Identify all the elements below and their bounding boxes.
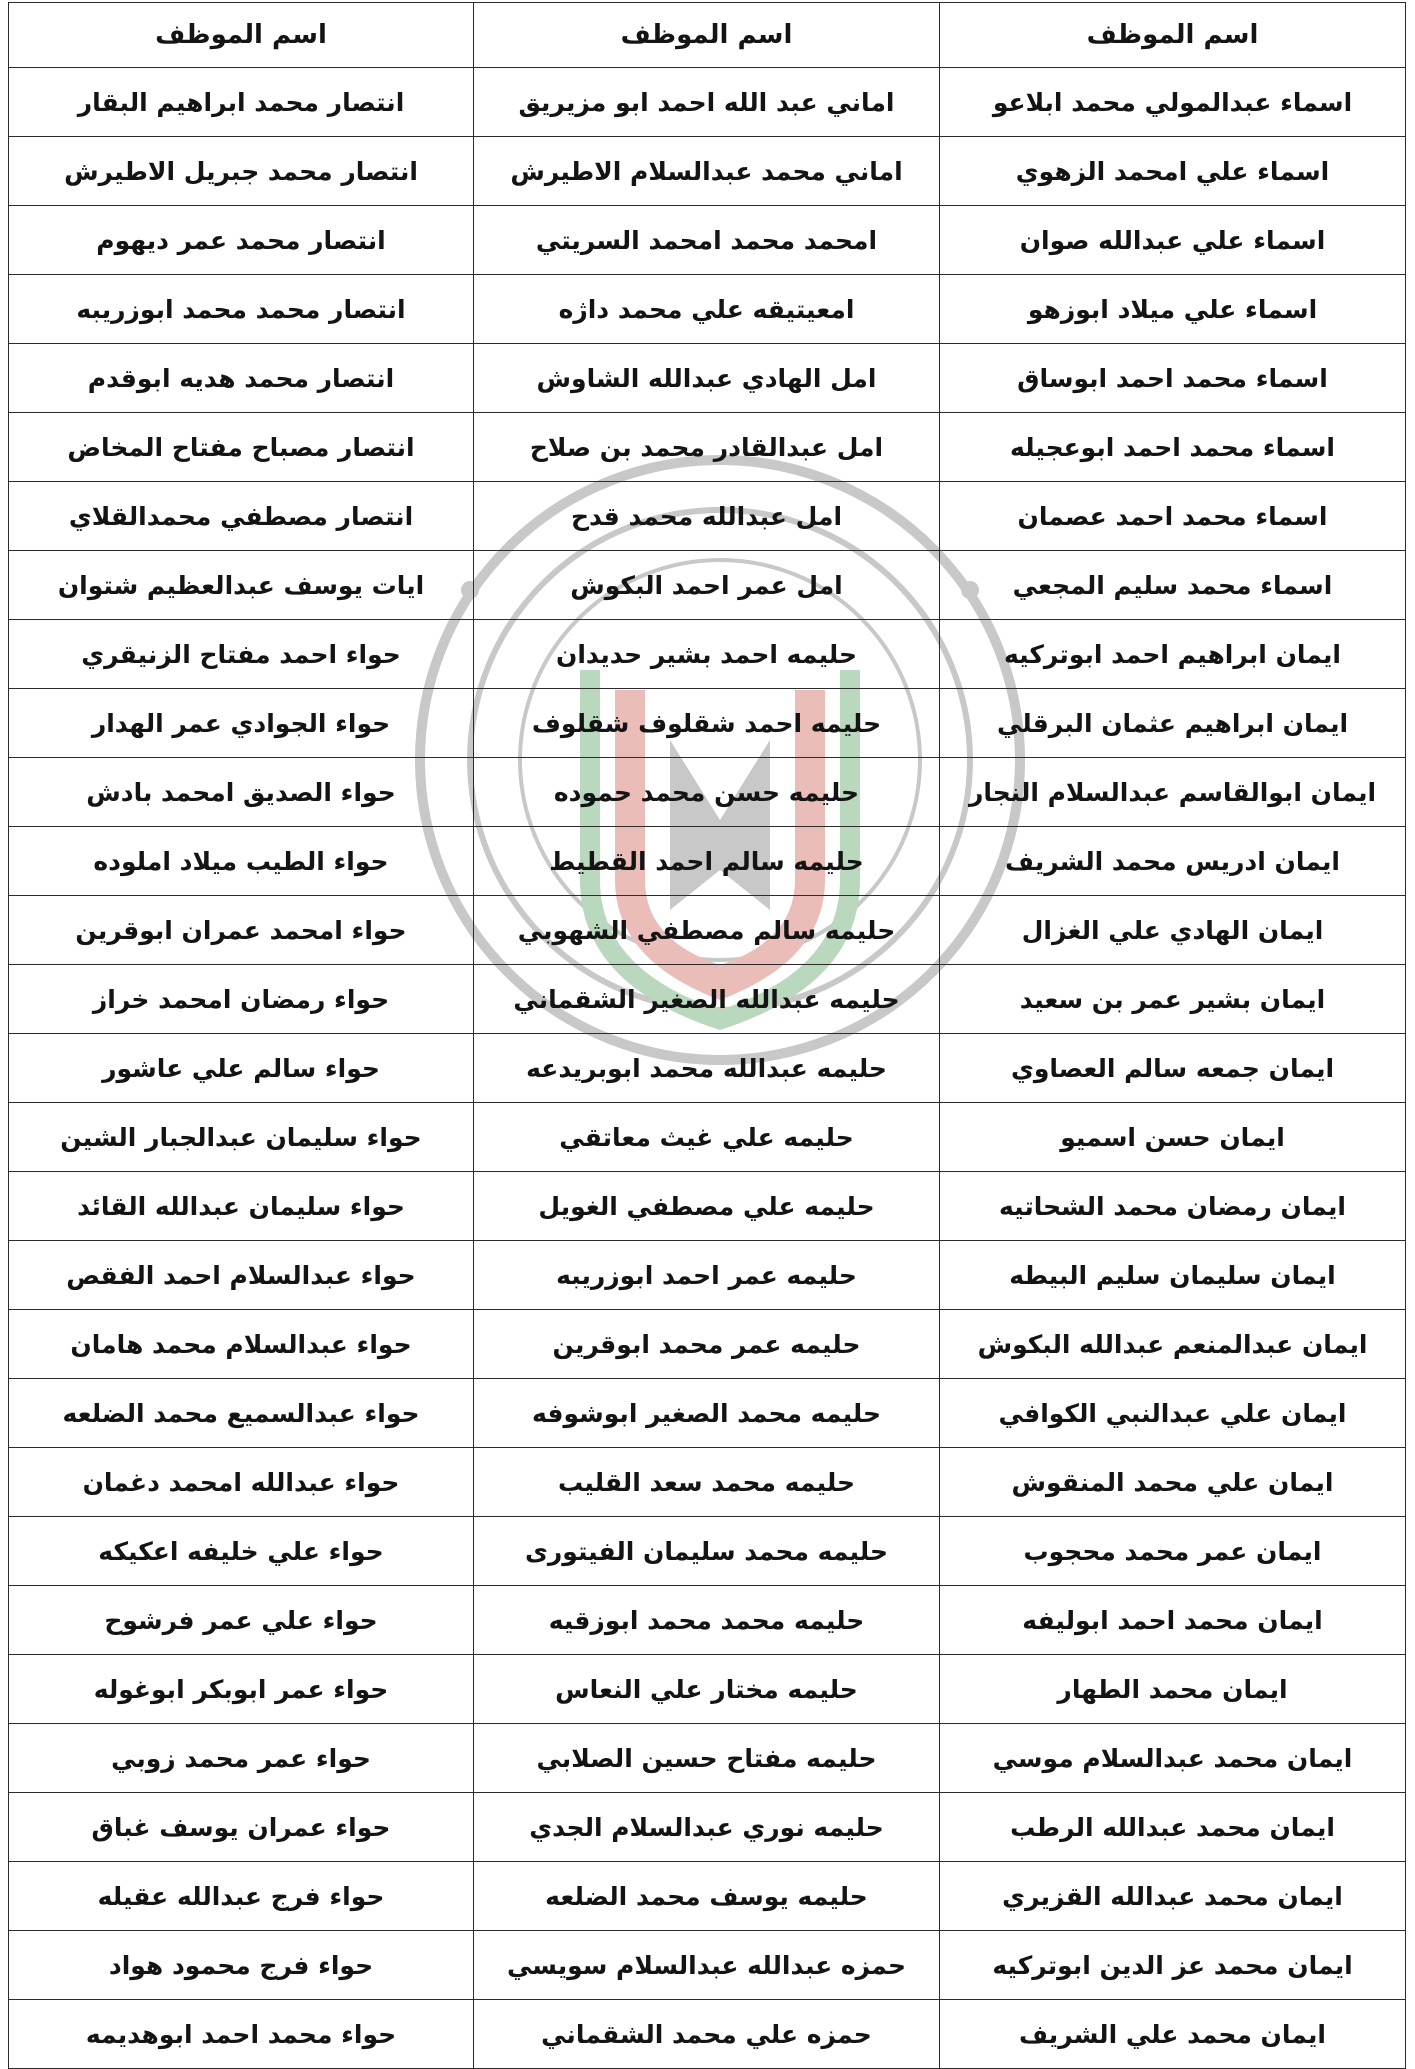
employee-names-table [8,2,1406,2069]
table-row [9,2000,1406,2069]
name-cell: حليمه يوسف محمد الضلعه [474,1862,940,1931]
name-cell: اسماء محمد احمد ابوساق [940,344,1406,413]
name-cell: ايمان محمد عبدالله الرطب [940,1793,1406,1862]
name-cell: انتصار مصطفي محمدالقلاي [9,482,474,551]
table-row [9,1517,1406,1586]
name-cell: ايمان ادريس محمد الشريف [940,827,1406,896]
name-cell: حليمه علي غيث معاتقي [474,1103,940,1172]
name-cell: حليمه مفتاح حسين الصلابي [474,1724,940,1793]
name-cell: امل عبدالله محمد قدح [474,482,940,551]
name-cell: اسماء علي امحمد الزهوي [940,137,1406,206]
table-row [9,1034,1406,1103]
name-cell: انتصار محمد جبريل الاطيرش [9,137,474,206]
table-row [9,896,1406,965]
table-row [9,1103,1406,1172]
name-cell: انتصار محمد عمر ديهوم [9,206,474,275]
name-cell: انتصار محمد هديه ابوقدم [9,344,474,413]
name-cell: انتصار محمد ابراهيم البقار [9,68,474,137]
table-row [9,1172,1406,1241]
table-row [9,1448,1406,1517]
table-row [9,1793,1406,1862]
name-cell: ايمان علي محمد المنقوش [940,1448,1406,1517]
name-cell: ايمان محمد عبدالسلام موسي [940,1724,1406,1793]
name-cell: امحمد محمد امحمد السريتي [474,206,940,275]
name-cell: اسماء محمد سليم المجعي [940,551,1406,620]
name-cell: حليمه نوري عبدالسلام الجدي [474,1793,940,1862]
name-cell: حليمه احمد شقلوف شقلوف [474,689,940,758]
name-cell: حليمه حسن محمد حموده [474,758,940,827]
name-cell: حواء احمد مفتاح الزنيقري [9,620,474,689]
name-cell: ايمان محمد احمد ابوليفه [940,1586,1406,1655]
name-cell: حليمه علي مصطفي الغويل [474,1172,940,1241]
name-cell: امل الهادي عبدالله الشاوش [474,344,940,413]
name-cell: حليمه مختار علي النعاس [474,1655,940,1724]
name-cell: حواء فرج عبدالله عقيله [9,1862,474,1931]
table-row [9,827,1406,896]
name-cell: حليمه عمر محمد ابوقرين [474,1310,940,1379]
table-row [9,965,1406,1034]
table-row [9,1931,1406,2000]
name-cell: ايمان محمد الطهار [940,1655,1406,1724]
name-cell: انتصار محمد محمد ابوزريبه [9,275,474,344]
name-cell: حليمه عبدالله محمد ابوبريدعه [474,1034,940,1103]
name-cell: ايمان عمر محمد محجوب [940,1517,1406,1586]
name-cell: امل عبدالقادر محمد بن صلاح [474,413,940,482]
name-cell: ايات يوسف عبدالعظيم شتوان [9,551,474,620]
name-cell: حليمه محمد محمد ابوزقيه [474,1586,940,1655]
name-cell: حليمه احمد بشير حديدان [474,620,940,689]
name-cell: ايمان عبدالمنعم عبدالله البكوش [940,1310,1406,1379]
name-cell: حواء الصديق امحمد بادش [9,758,474,827]
name-cell: ايمان محمد علي الشريف [940,2000,1406,2069]
name-cell: ايمان علي عبدالنبي الكوافي [940,1379,1406,1448]
name-cell: حواء عبدالسلام احمد الفقص [9,1241,474,1310]
name-cell: اسماء محمد احمد عصمان [940,482,1406,551]
table-row [9,137,1406,206]
header-cell-employee-name: اسم الموظف [940,3,1406,68]
name-cell: انتصار مصباح مفتاح المخاض [9,413,474,482]
name-cell: حليمه سالم مصطفي الشهوبي [474,896,940,965]
name-cell: حليمه عمر احمد ابوزريبه [474,1241,940,1310]
name-cell: اماني عبد الله احمد ابو مزيريق [474,68,940,137]
table-row [9,551,1406,620]
name-cell: حواء علي عمر فرشوح [9,1586,474,1655]
table-row [9,206,1406,275]
table-row [9,344,1406,413]
name-cell: اسماء محمد احمد ابوعجيله [940,413,1406,482]
name-cell: اسماء عبدالمولي محمد ابلاعو [940,68,1406,137]
name-cell: ايمان حسن اسميو [940,1103,1406,1172]
table-row [9,275,1406,344]
name-cell: حواء عبدالسلام محمد هامان [9,1310,474,1379]
table-row [9,1379,1406,1448]
name-cell: ايمان ابوالقاسم عبدالسلام النجار [940,758,1406,827]
name-cell: ايمان محمد عبدالله القزيري [940,1862,1406,1931]
table-row [9,1655,1406,1724]
name-cell: اسماء علي ميلاد ابوزهو [940,275,1406,344]
name-cell: حواء عمران يوسف غباق [9,1793,474,1862]
table-row [9,482,1406,551]
name-cell: حليمه محمد الصغير ابوشوفه [474,1379,940,1448]
table-row [9,689,1406,758]
name-cell: ايمان جمعه سالم العصاوي [940,1034,1406,1103]
name-cell: ايمان ابراهيم عثمان البرقلي [940,689,1406,758]
name-cell: حواء رمضان امحمد خراز [9,965,474,1034]
name-cell: حواء الطيب ميلاد املوده [9,827,474,896]
name-cell: اماني محمد عبدالسلام الاطيرش [474,137,940,206]
name-cell: حمزه عبدالله عبدالسلام سويسي [474,1931,940,2000]
name-cell: حواء عمر ابوبكر ابوغوله [9,1655,474,1724]
name-cell: حواء الجوادي عمر الهدار [9,689,474,758]
table-header [9,3,1406,68]
name-cell: حواء علي خليفه اعكيكه [9,1517,474,1586]
header-cell-employee-name: اسم الموظف [474,3,940,68]
name-cell: حواء عبدالسميع محمد الضلعه [9,1379,474,1448]
name-cell: اسماء علي عبدالله صوان [940,206,1406,275]
name-cell: ايمان بشير عمر بن سعيد [940,965,1406,1034]
table-row [9,1310,1406,1379]
name-cell: ايمان محمد عز الدين ابوتركيه [940,1931,1406,2000]
header-cell-employee-name: اسم الموظف [9,3,474,68]
name-cell: حواء سليمان عبدالله القائد [9,1172,474,1241]
name-cell: ايمان رمضان محمد الشحاتيه [940,1172,1406,1241]
name-cell: امعيتيقه علي محمد داژه [474,275,940,344]
name-cell: حواء عمر محمد زوبي [9,1724,474,1793]
name-cell: حواء فرج محمود هواد [9,1931,474,2000]
table-row [9,1586,1406,1655]
name-cell: حواء سليمان عبدالجبار الشين [9,1103,474,1172]
name-cell: حليمه عبدالله الصغير الشقماني [474,965,940,1034]
name-cell: حليمه سالم احمد القطيط [474,827,940,896]
name-cell: حواء محمد احمد ابوهديمه [9,2000,474,2069]
name-cell: حواء عبدالله امحمد دغمان [9,1448,474,1517]
name-cell: حواء امحمد عمران ابوقرين [9,896,474,965]
name-cell: حليمه محمد سليمان الفيتورى [474,1517,940,1586]
table-row [9,1724,1406,1793]
table-row [9,68,1406,137]
name-cell: امل عمر احمد البكوش [474,551,940,620]
name-cell: حواء سالم علي عاشور [9,1034,474,1103]
name-cell: ايمان ابراهيم احمد ابوتركيه [940,620,1406,689]
table-body [9,68,1406,2069]
table-row [9,1862,1406,1931]
table-row [9,620,1406,689]
table-row [9,758,1406,827]
header-row [9,3,1406,68]
name-cell: ايمان الهادي علي الغزال [940,896,1406,965]
name-cell: حليمه محمد سعد القليب [474,1448,940,1517]
table-row [9,1241,1406,1310]
name-cell: ايمان سليمان سليم البيطه [940,1241,1406,1310]
table-row [9,413,1406,482]
name-cell: حمزه علي محمد الشقماني [474,2000,940,2069]
